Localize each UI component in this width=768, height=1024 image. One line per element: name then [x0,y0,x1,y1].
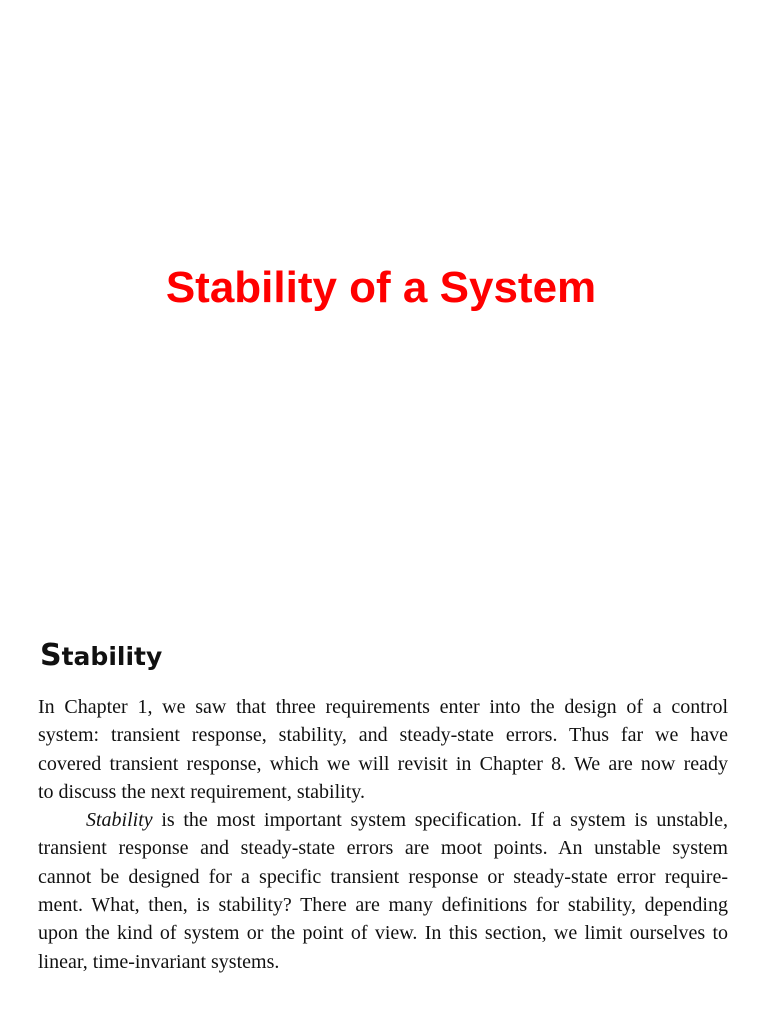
text-line-rest: is the most important system specification. If a system is unstable, [152,809,728,832]
text-line: linear, time-invariant systems. [38,950,280,973]
text-line: ment. What, then, is stability? There are many definitions for stability, depending [38,894,728,917]
text-line: system: transient response, stability, and steady-state errors. Thus far we have [38,724,728,747]
excerpt-heading [40,636,728,677]
excerpt-heading-initial: S [40,638,62,673]
excerpt-paragraph-1 [38,693,728,806]
text-line: to discuss the next requirement, stability. [38,780,365,803]
text-line: covered transient response, which we will revisit in Chapter 8. We are now ready [38,752,728,775]
text-line: In Chapter 1, we saw that three requirements enter into the design of a control [38,696,728,718]
text-line: transient response and steady-state errors are moot points. An unstable system [38,837,728,860]
excerpt-paragraph-2 [38,806,728,976]
excerpt-heading-rest: tability [61,642,163,671]
text-line [38,806,728,834]
slide-title: Stability of a System [165,263,597,312]
text-line: cannot be designed for a specific transient response or steady-state error require- [38,865,728,888]
text-line: upon the kind of system or the point of view. In this section, we limit ourselves to [38,922,728,945]
textbook-excerpt [38,636,728,976]
italic-term: Stability [86,809,153,832]
